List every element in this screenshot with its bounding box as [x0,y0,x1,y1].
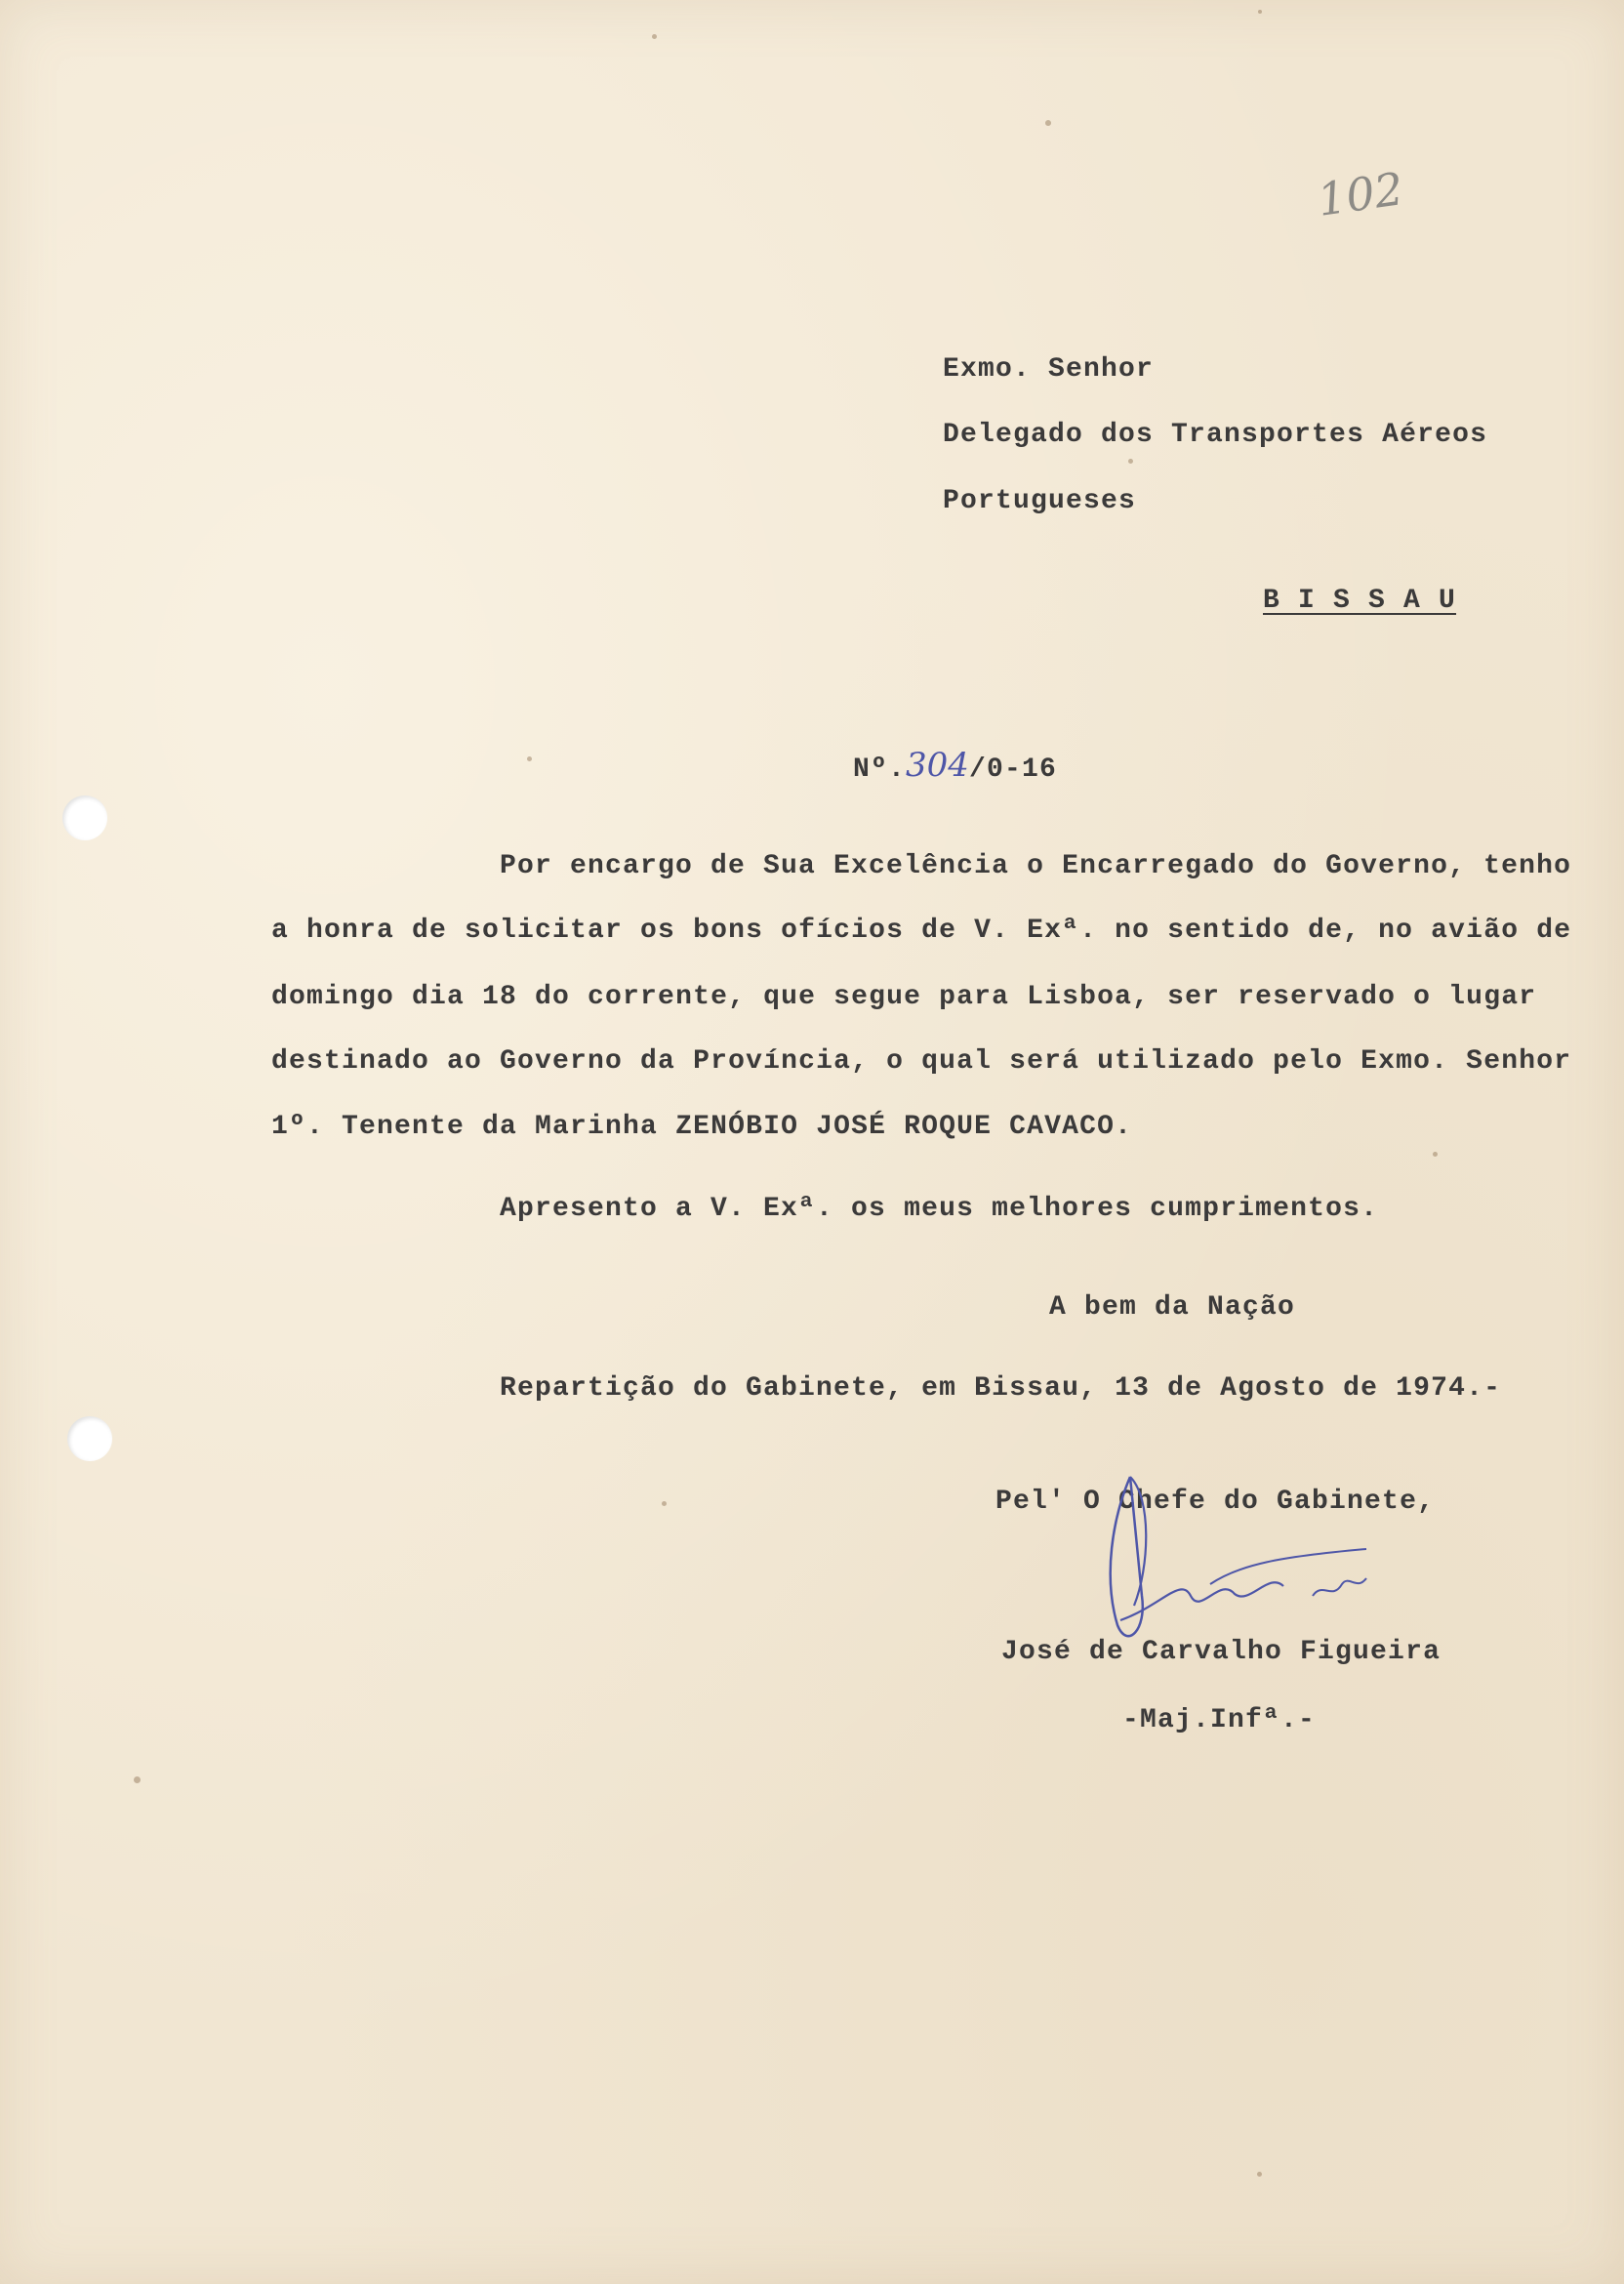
signatory-name: José de Carvalho Figueira [1001,1637,1441,1667]
paper-speck [1258,10,1262,14]
recipient-title: Delegado dos Transportes Aéreos [943,420,1488,450]
paper-speck [652,34,657,39]
body-line: a honra de solicitar os bons ofícios de V. Exª. no sentido de, no avião de [271,916,1572,946]
punch-hole-top [62,795,107,840]
closing-salutation: A bem da Nação [1049,1292,1296,1323]
body-closing-line: Apresento a V. Exª. os meus melhores cumprimentos. [500,1194,1379,1224]
paper-speck [1257,2172,1262,2177]
archive-page-number: 102 [1314,162,1407,226]
paper-speck [1045,120,1051,126]
reference-prefix: Nº. [853,755,907,785]
paper-speck [134,1776,141,1783]
recipient-salutation: Exmo. Senhor [943,354,1155,385]
paper-speck [662,1501,667,1506]
signatory-rank: -Maj.Infª.- [1122,1705,1317,1735]
reference-handwritten-number: 304 [906,746,969,785]
paper-speck [527,756,532,761]
recipient-title-cont: Portugueses [943,486,1137,516]
handwritten-signature [1074,1459,1425,1654]
paper-speck [1433,1152,1438,1157]
recipient-city: B I S S A U [1263,586,1457,616]
body-line: Por encargo de Sua Excelência o Encarregado do Governo, tenho [500,851,1572,881]
reference-suffix: /0-16 [968,755,1057,785]
paper-speck [1128,459,1133,464]
reference-number [783,715,1057,815]
body-line: destinado ao Governo da Província, o qual será utilizado pelo Exmo. Senhor [271,1046,1572,1077]
body-line: 1º. Tenente da Marinha ZENÓBIO JOSÉ ROQUE CAVACO. [271,1112,1133,1142]
on-behalf-line: Pel' O Chefe do Gabinete, [995,1487,1436,1517]
body-line: domingo dia 18 do corrente, que segue para Lisboa, ser reservado o lugar [271,982,1537,1012]
place-date-line: Repartição do Gabinete, em Bissau, 13 de Agosto de 1974.- [500,1373,1502,1404]
punch-hole-bottom [67,1416,112,1461]
